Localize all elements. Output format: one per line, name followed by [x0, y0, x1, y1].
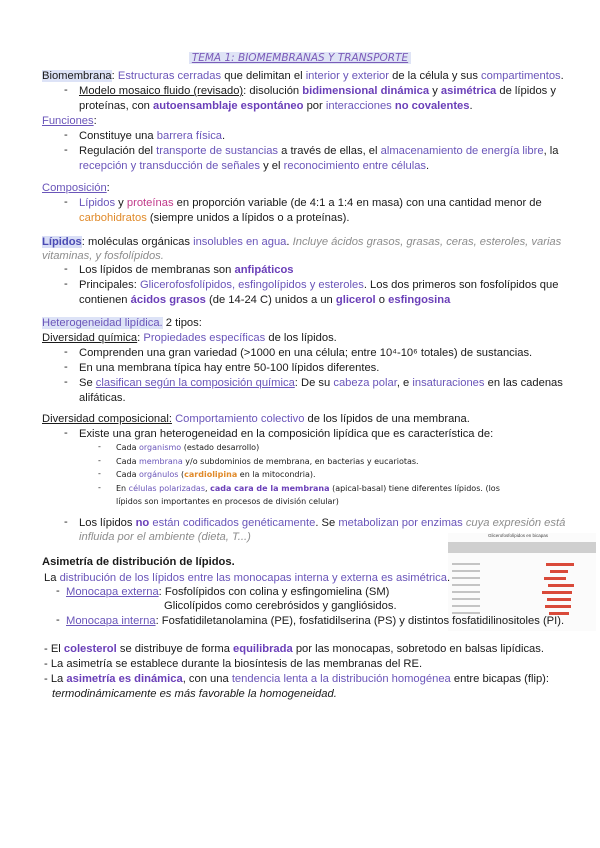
heterogeneidad-heading: Heterogeneidad lipídica. 2 tipos: [42, 317, 202, 329]
list-dash: - [64, 361, 68, 373]
monocapa-interna-line: Monocapa interna: Fosfatidiletanolamina (PE), fosfatidilserina (PS) y distintos fosfatidilinositoles (PI). [66, 615, 565, 627]
figure-bar [547, 598, 571, 601]
list-dash: - [64, 129, 68, 141]
figure-bar [542, 591, 572, 594]
modelo-mosaico-line: Modelo mosaico fluido (revisado): disolución bidimensional dinámica y asimétrica de lípidos y [79, 85, 556, 97]
figure-header [448, 542, 596, 553]
biomembrana-definition: Biomembrana: Estructuras cerradas que delimitan el interior y exterior de la célula y sus compartimentos. [42, 70, 564, 82]
list-dash: - [64, 346, 68, 358]
list-dash: - [64, 263, 68, 275]
asimetria-heading: Asimetría de distribución de lípidos. [42, 556, 235, 568]
figure-bar [550, 570, 568, 573]
diversidad-quimica-heading: Diversidad química: Propiedades específicas de los lípidos. [42, 332, 337, 344]
no-codificados-line-2: influida por el ambiente (dieta, T...) [79, 531, 251, 543]
list-dash: - [64, 427, 68, 439]
list-dash: - [64, 278, 68, 290]
list-dash: - [56, 614, 60, 626]
termodinamica-line: termodinámicamente es más favorable la homogeneidad. [52, 688, 337, 700]
page-title: TEMA 1: BIOMEMBRANAS Y TRANSPORTE [0, 52, 600, 64]
figure-bar [546, 563, 574, 566]
diversidad-quimica-3: Se clasifican según la composición química: De su cabeza polar, e insaturaciones en las cadenas [79, 377, 563, 389]
no-codificados-line: Los lípidos no están codificados genéticamente. Se metabolizan por enzimas cuya expresión está [79, 517, 566, 529]
lipidos-definition: Lípidos: moléculas orgánicas insolubles en agua. Incluye ácidos grasos, grasas, ceras, esteroles, varias [42, 236, 562, 248]
sub-organulos: Cada orgánulos (cardiolipina en la mitocondria). [116, 470, 316, 479]
funcion-regulacion-2: recepción y transducción de señales y el reconocimiento entre células. [79, 160, 430, 172]
figure-bar [548, 584, 574, 587]
funcion-barrera: Constituye una barrera física. [79, 130, 226, 142]
diversidad-quimica-3b: alifáticas. [79, 392, 126, 404]
sub-celulas-polarizadas-2: lípidos son importantes en procesos de división celular) [116, 497, 339, 506]
monocapa-externa-line-2: Glicolípidos como cerebrósidos y gangliósidos. [164, 600, 397, 612]
list-dash: - [64, 144, 68, 156]
figure-caption: Glicerofosfolípidos en bicapas [488, 533, 549, 538]
composicion-line-2: carbohidratos (siempre unidos a lípidos o a proteínas). [79, 212, 350, 224]
lipidos-definition-2: vitaminas, y fosfolípidos. [42, 250, 164, 262]
diversidad-quimica-1: Comprenden una gran variedad (>1000 en una célula; entre 10⁴-10⁶ totales) de sustancias. [79, 347, 533, 359]
biosintesis-line: - La asimetría se establece durante la biosíntesis de las membranas del RE. [44, 658, 423, 670]
lipidos-principales: Principales: Glicerofosfolípidos, esfingolípidos y esteroles. Los dos primeros son fosfolípidos que [79, 279, 559, 291]
composicion-line: Lípidos y proteínas en proporción variable (de 4:1 a 1:4 en masa) con una cantidad menor de [79, 197, 542, 209]
sub-organismo: Cada organismo (estado desarrollo) [116, 443, 260, 452]
sublist-dash: - [98, 469, 101, 478]
sublist-dash: - [98, 456, 101, 465]
list-dash: - [64, 376, 68, 388]
list-dash: - [56, 585, 60, 597]
funciones-heading: Funciones: [42, 115, 97, 127]
lipidos-principales-2: contienen ácidos grasos (de 14-24 C) unidos a un glicerol o esfingosina [79, 294, 451, 306]
sublist-dash: - [98, 442, 101, 451]
monocapa-externa-line: Monocapa externa: Fosfolípidos con colina y esfingomielina (SM) [66, 586, 390, 598]
diversidad-composicional-1: Existe una gran heterogeneidad en la composición lipídica que es característica de: [79, 428, 494, 440]
lipidos-anfipaticos: Los lípidos de membranas son anfipáticos [79, 264, 294, 276]
asimetria-line: La distribución de los lípidos entre las monocapas interna y externa es asimétrica. [44, 572, 451, 584]
dinamica-line: - La asimetría es dinámica, con una tendencia lenta a la distribución homogénea entre bicapas (flip): [44, 673, 550, 685]
composicion-heading: Composición: [42, 182, 110, 194]
diversidad-composicional-heading: Diversidad composicional: Comportamiento colectivo de los lípidos de una membrana. [42, 413, 470, 425]
diversidad-quimica-2: En una membrana típica hay entre 50-100 lípidos diferentes. [79, 362, 380, 374]
figure-bar [544, 577, 566, 580]
funcion-regulacion: Regulación del transporte de sustancias a través de ellas, el almacenamiento de energía libre, la [79, 145, 559, 157]
modelo-mosaico-line-2: proteínas, con autoensamblaje espontáneo por interacciones no covalentes. [79, 100, 473, 112]
sublist-dash: - [98, 483, 101, 492]
list-dash: - [64, 84, 68, 96]
list-dash: - [64, 516, 68, 528]
figure-bar [545, 605, 571, 608]
list-dash: - [64, 196, 68, 208]
sub-celulas-polarizadas: En células polarizadas, cada cara de la membrana (apical-basal) tiene diferentes lípidos. (los [116, 484, 500, 493]
colesterol-line: - El colesterol se distribuye de forma equilibrada por las monocapas, sobretodo en balsas lipídicas. [44, 643, 544, 655]
sub-membrana: Cada membrana y/o subdominios de membrana, en bacterias y eucariotas. [116, 457, 419, 466]
